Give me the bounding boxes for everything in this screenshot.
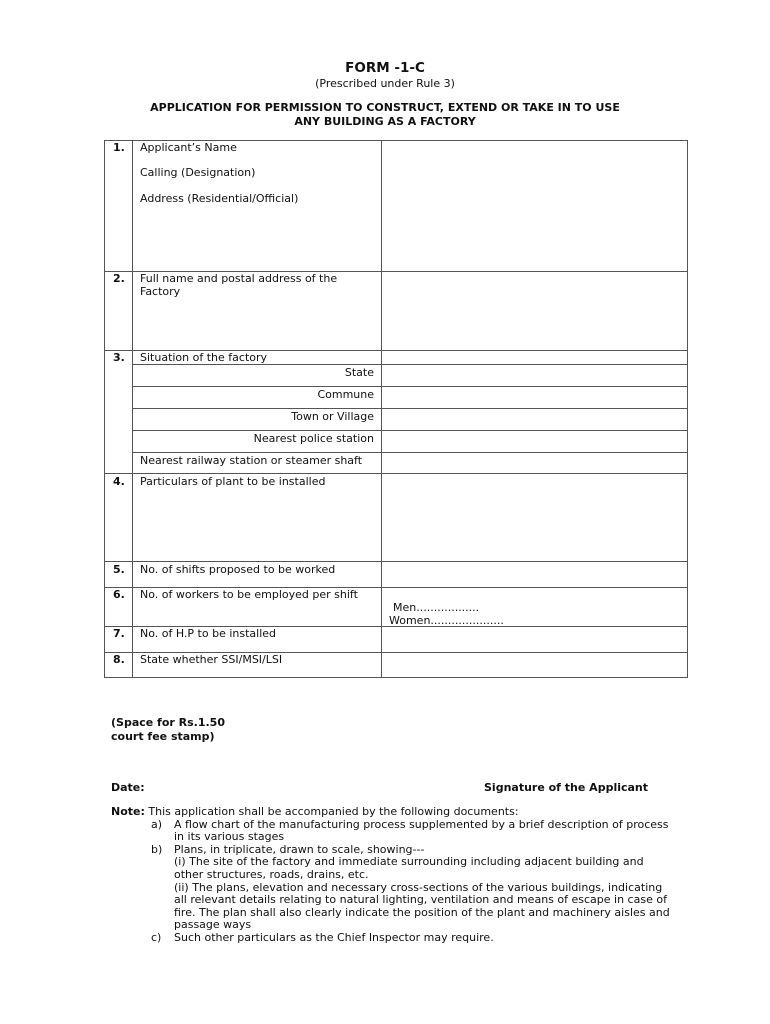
plant-particulars-field[interactable] [382,474,686,560]
situation-label: Situation of the factory [140,351,268,364]
note-item-c [111,932,671,945]
note-label: Note: [111,805,145,818]
row-5-number: 5. [113,563,125,576]
railway-station-label: Nearest railway station or steamer shaft [140,454,363,467]
note-item-a [111,819,671,844]
form-subtitle: (Prescribed under Rule 3) [315,77,455,90]
row-7-number: 7. [113,627,125,640]
state-label: State [344,366,374,379]
stamp-line-2: court fee stamp) [111,730,215,743]
town-label: Town or Village [291,410,374,423]
factory-address-label-line2: Factory [140,285,181,298]
railway-station-field[interactable] [382,453,686,472]
police-station-field[interactable] [382,431,686,451]
address-label: Address (Residential/Official) [140,192,299,205]
stamp-line-1: (Space for Rs.1.50 [111,716,225,729]
designation-label: Calling (Designation) [140,166,256,179]
form-title: FORM -1-C [345,60,425,76]
factory-address-label-line1: Full name and postal address of the [140,272,338,285]
plant-particulars-label: Particulars of plant to be installed [140,475,326,488]
factory-address-field[interactable] [382,272,686,349]
application-table [104,140,688,678]
note-item-a-marker: a) [151,817,163,831]
signature-label: Signature of the Applicant [484,781,649,794]
note-intro: This application shall be accompanied by the following documents: [144,805,519,818]
row-4-number: 4. [113,475,125,488]
commune-label: Commune [317,388,374,401]
commune-field[interactable] [382,387,686,407]
ssi-msi-lsi-label: State whether SSI/MSI/LSI [140,653,283,666]
note-item-c-text: Such other particulars as the Chief Inspector may require. [174,930,494,944]
row-8-number: 8. [113,653,125,666]
heading-line-2: ANY BUILDING AS A FACTORY [294,115,476,128]
row-2-number: 2. [113,272,125,285]
row-6-number: 6. [113,588,125,601]
form-heading [0,101,770,129]
note-item-a-text: A flow chart of the manufacturing process supplemented by a brief description of process in its various stages [174,817,669,844]
women-field[interactable]: Women..................... [389,614,504,627]
ssi-msi-lsi-field[interactable] [382,653,686,676]
applicant-details-field[interactable] [382,142,686,270]
shifts-label: No. of shifts proposed to be worked [140,563,336,576]
court-fee-stamp-space [111,716,225,744]
note-item-b [111,844,671,857]
applicant-name-label: Applicant’s Name [140,141,237,154]
workers-label: No. of workers to be employed per shift [140,588,358,601]
note-item-b-marker: b) [151,842,163,856]
note-item-b-i: (i) The site of the factory and immediate surrounding including adjacent building and other structures, roads, drains, etc. [174,855,644,881]
hp-label: No. of H.P to be installed [140,627,277,640]
note-item-c-marker: c) [151,930,162,944]
hp-field[interactable] [382,627,686,651]
shifts-field[interactable] [382,562,686,586]
heading-line-1: APPLICATION FOR PERMISSION TO CONSTRUCT, EXTEND OR TAKE IN TO USE [150,101,620,114]
note-section [111,806,671,945]
row-1-number: 1. [113,141,125,154]
note-item-b-ii: (ii) The plans, elevation and necessary cross-sections of the various buildings, indicating all relevant details relating to natural lighting, ventilation and means of escape in case of fire. The plan shall also clearly indicate the position of the plant and machinery aisles and passage ways [174,880,670,932]
town-field[interactable] [382,409,686,429]
men-field[interactable]: Men.................. [393,601,480,614]
date-label: Date: [111,781,145,794]
note-item-b-text: Plans, in triplicate, drawn to scale, showing--- [174,842,425,856]
state-field[interactable] [382,365,686,385]
row-3-number: 3. [113,351,125,364]
police-station-label: Nearest police station [253,432,374,445]
